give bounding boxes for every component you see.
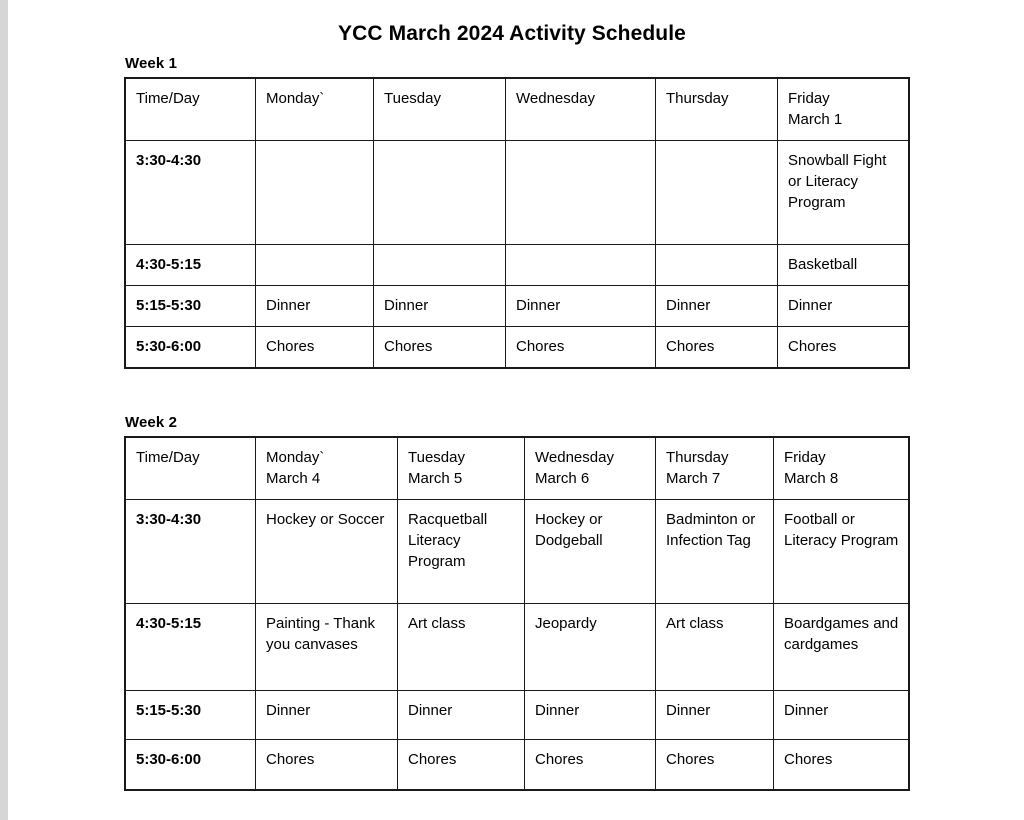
cell-text-line: Friday bbox=[784, 449, 826, 466]
table-row bbox=[126, 140, 909, 244]
schedule-table-week-2 bbox=[125, 437, 909, 790]
activity-cell: Hockey or Soccer bbox=[256, 499, 398, 603]
row-time-label: 5:15-5:30 bbox=[126, 690, 256, 739]
activity-cell: Snowball Fight or Literacy Program bbox=[778, 140, 909, 244]
activity-cell: Dinner bbox=[506, 285, 656, 326]
column-header-time-day bbox=[126, 79, 256, 141]
cell-text-line: March 7 bbox=[666, 470, 721, 488]
section-label-week-2: Week 2 bbox=[125, 414, 178, 431]
cell-text-line: March 1 bbox=[788, 111, 843, 129]
table-header-row bbox=[126, 79, 909, 141]
activity-cell: Art class bbox=[656, 603, 774, 690]
activity-cell: Chores bbox=[525, 739, 656, 789]
activity-cell: Jeopardy bbox=[525, 603, 656, 690]
activity-cell bbox=[374, 244, 506, 285]
activity-cell: Dinner bbox=[525, 690, 656, 739]
cell-text-line: Thursday bbox=[666, 449, 729, 466]
section-label-week-1: Week 1 bbox=[125, 55, 178, 72]
row-time-label: 5:15-5:30 bbox=[126, 285, 256, 326]
activity-cell bbox=[656, 244, 778, 285]
cell-text-line: Friday bbox=[788, 90, 830, 107]
column-header-wednesday bbox=[525, 438, 656, 500]
column-header-tuesday bbox=[398, 438, 525, 500]
cell-text-line: Tuesday bbox=[408, 449, 465, 466]
cell-text-line: Tuesday bbox=[384, 90, 441, 107]
activity-cell: Football or Literacy Program bbox=[774, 499, 909, 603]
schedule-table-week-1 bbox=[125, 78, 909, 368]
cell-text-line: Wednesday bbox=[516, 90, 595, 107]
row-time-label: 3:30-4:30 bbox=[126, 499, 256, 603]
cell-text-line: Monday` bbox=[266, 449, 325, 466]
activity-cell: Dinner bbox=[256, 285, 374, 326]
row-time-label: 4:30-5:15 bbox=[126, 244, 256, 285]
document-page bbox=[8, 0, 1024, 820]
table-row bbox=[126, 244, 909, 285]
column-header-wednesday bbox=[506, 79, 656, 141]
activity-cell bbox=[256, 244, 374, 285]
activity-cell: Boardgames and cardgames bbox=[774, 603, 909, 690]
activity-cell: Painting - Thank you canvases bbox=[256, 603, 398, 690]
activity-cell: Dinner bbox=[774, 690, 909, 739]
cell-text-line: March 6 bbox=[535, 470, 590, 488]
column-header-thursday bbox=[656, 79, 778, 141]
row-time-label: 3:30-4:30 bbox=[126, 140, 256, 244]
table-row bbox=[126, 285, 909, 326]
column-header-tuesday bbox=[374, 79, 506, 141]
column-header-friday bbox=[774, 438, 909, 500]
column-header-monday bbox=[256, 438, 398, 500]
cell-text-line: March 5 bbox=[408, 470, 463, 488]
activity-cell: Chores bbox=[374, 326, 506, 367]
column-header-time-day bbox=[126, 438, 256, 500]
row-time-label: 4:30-5:15 bbox=[126, 603, 256, 690]
activity-cell: Chores bbox=[256, 326, 374, 367]
activity-cell bbox=[656, 140, 778, 244]
table-row bbox=[126, 690, 909, 739]
activity-cell: Chores bbox=[398, 739, 525, 789]
activity-cell: Chores bbox=[656, 739, 774, 789]
activity-cell: Dinner bbox=[256, 690, 398, 739]
table-row bbox=[126, 499, 909, 603]
cell-text-line: Time/Day bbox=[136, 449, 200, 466]
activity-cell: Chores bbox=[506, 326, 656, 367]
row-time-label: 5:30-6:00 bbox=[126, 739, 256, 789]
activity-cell: Chores bbox=[774, 739, 909, 789]
activity-cell: Art class bbox=[398, 603, 525, 690]
row-time-label: 5:30-6:00 bbox=[126, 326, 256, 367]
activity-cell: Dinner bbox=[398, 690, 525, 739]
cell-text-line: Monday` bbox=[266, 90, 325, 107]
activity-cell: Chores bbox=[656, 326, 778, 367]
activity-cell bbox=[374, 140, 506, 244]
table-row bbox=[126, 603, 909, 690]
cell-text-line: Time/Day bbox=[136, 90, 200, 107]
column-header-monday bbox=[256, 79, 374, 141]
activity-cell bbox=[506, 244, 656, 285]
activity-cell bbox=[506, 140, 656, 244]
cell-text-line: Thursday bbox=[666, 90, 729, 107]
column-header-thursday bbox=[656, 438, 774, 500]
activity-cell: Chores bbox=[256, 739, 398, 789]
activity-cell: Chores bbox=[778, 326, 909, 367]
activity-cell: Dinner bbox=[656, 285, 778, 326]
activity-cell: Dinner bbox=[374, 285, 506, 326]
column-header-friday bbox=[778, 79, 909, 141]
activity-cell: Dinner bbox=[656, 690, 774, 739]
activity-cell bbox=[256, 140, 374, 244]
activity-cell: Hockey or Dodgeball bbox=[525, 499, 656, 603]
activity-cell: Badminton or Infection Tag bbox=[656, 499, 774, 603]
page-title: YCC March 2024 Activity Schedule bbox=[338, 22, 686, 45]
activity-cell: Racquetball Literacy Program bbox=[398, 499, 525, 603]
table-header-row bbox=[126, 438, 909, 500]
cell-text-line: March 4 bbox=[266, 470, 321, 488]
activity-cell: Dinner bbox=[778, 285, 909, 326]
cell-text-line: March 8 bbox=[784, 470, 839, 488]
table-row bbox=[126, 739, 909, 789]
cell-text-line: Wednesday bbox=[535, 449, 614, 466]
table-row bbox=[126, 326, 909, 367]
activity-cell: Basketball bbox=[778, 244, 909, 285]
